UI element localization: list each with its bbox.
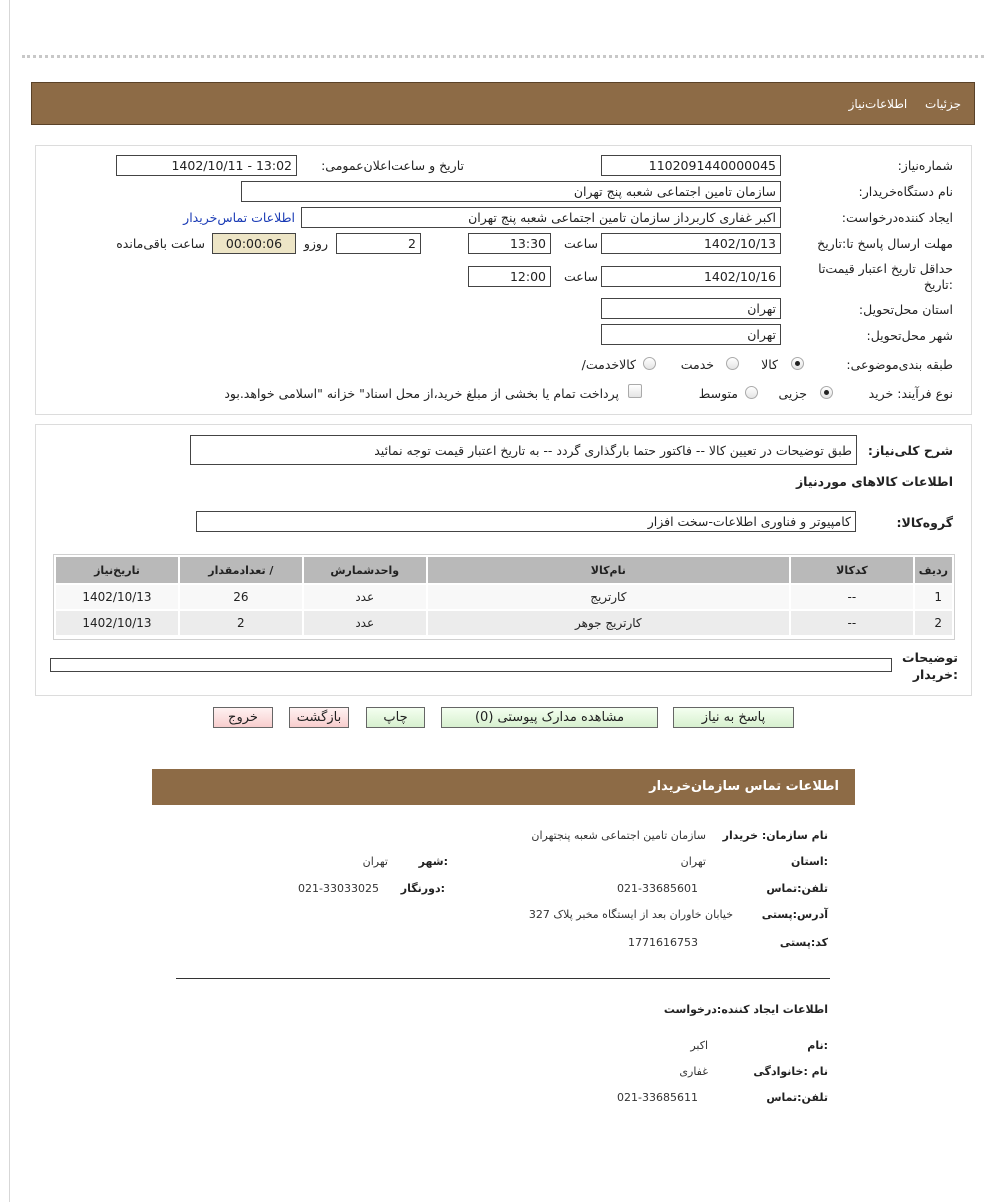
contact-province-value: تهران <box>680 855 706 868</box>
category-option-goods: کالا <box>761 357 778 372</box>
category-option-goods-service: کالاخدمت/ <box>581 357 636 372</box>
contact-address-label: آدرس:پستی <box>761 908 828 921</box>
contact-province-label: :استان <box>791 855 828 868</box>
back-button[interactable]: بازگشت <box>289 707 349 728</box>
creator-first-name-label: :نام <box>807 1039 828 1052</box>
category-option-service: خدمت <box>680 357 714 372</box>
creator-label: ایجاد کننده‌درخواست: <box>841 210 953 225</box>
creator-phone-label: تلفن:تماس <box>766 1091 828 1104</box>
city-label: شهر محل‌تحویل: <box>866 328 953 343</box>
validity-time-label: ساعت <box>563 269 598 284</box>
col-goods-code: کدکالا <box>791 557 913 583</box>
tab-details[interactable]: جزئیات <box>925 97 961 111</box>
contact-postal-value: 1771616753 <box>628 936 698 949</box>
cell-quantity: 26 <box>180 585 302 609</box>
general-description-label: شرح کلی‌نیاز: <box>867 443 953 458</box>
process-option-medium: متوسط <box>698 386 738 401</box>
view-attachments-button[interactable]: مشاهده مدارک پیوستی (0) <box>441 707 658 728</box>
need-number-field: 1102091440000045 <box>601 155 781 176</box>
contact-city-value: تهران <box>362 855 388 868</box>
creator-first-name-value: اکبر <box>690 1039 708 1052</box>
validity-label: حداقل تاریخ اعتبار قیمت‌تا <box>818 261 953 276</box>
cell-need-date: 1402/10/13 <box>56 611 178 635</box>
creator-info-title: اطلاعات ایجاد کننده:درخواست <box>663 1003 828 1016</box>
reply-button[interactable]: پاسخ به نیاز <box>673 707 794 728</box>
contact-fax-label: :دورنگار <box>400 882 445 895</box>
deadline-label: مهلت ارسال پاسخ تا:تاریخ <box>817 236 953 251</box>
col-goods-name: نام‌کالا <box>428 557 789 583</box>
deadline-time-label: ساعت <box>563 236 598 251</box>
validity-label-2: :تاریخ <box>923 277 953 292</box>
category-radio-service[interactable] <box>726 357 739 370</box>
city-field: تهران <box>601 324 781 345</box>
days-label: روزو <box>303 236 328 251</box>
cell-unit: عدد <box>304 611 426 635</box>
province-field: تهران <box>601 298 781 319</box>
cell-goods-name: کارتریج جوهر <box>428 611 789 635</box>
deadline-date-field: 1402/10/13 <box>601 233 781 254</box>
col-unit: واحدشمارش <box>304 557 426 583</box>
page-left-rule <box>9 0 10 1202</box>
cell-goods-code: -- <box>791 585 913 609</box>
cell-row-number: 1 <box>915 585 952 609</box>
contact-city-label: :شهر <box>418 855 448 868</box>
col-quantity: / تعدادمقدار <box>180 557 302 583</box>
cell-goods-name: کارتریج <box>428 585 789 609</box>
goods-table <box>54 555 954 637</box>
tab-bar <box>31 82 975 125</box>
category-label: طبقه بندی‌موضوعی: <box>846 357 953 372</box>
deadline-time-field: 13:30 <box>468 233 551 254</box>
need-number-label: شماره‌نیاز: <box>897 158 953 173</box>
col-row-number: ردیف <box>915 557 952 583</box>
print-button[interactable]: چاپ <box>366 707 425 728</box>
creator-last-name-label: نام :خانوادگی <box>753 1065 828 1078</box>
goods-group-label: گروه‌کالا: <box>896 515 953 530</box>
contact-address-value: خیابان خاوران بعد از ایستگاه مخبر پلاک 327 <box>528 908 733 921</box>
top-dotted-divider <box>22 55 984 58</box>
validity-date-field: 1402/10/16 <box>601 266 781 287</box>
cell-need-date: 1402/10/13 <box>56 585 178 609</box>
cell-row-number: 2 <box>915 611 952 635</box>
contact-phone-value: 021-33685601 <box>617 882 698 895</box>
cell-quantity: 2 <box>180 611 302 635</box>
contact-fax-value: 021-33033025 <box>298 882 379 895</box>
cell-goods-code: -- <box>791 611 913 635</box>
validity-time-field: 12:00 <box>468 266 551 287</box>
process-radio-minor[interactable] <box>820 386 833 399</box>
creator-phone-value: 021-33685611 <box>617 1091 698 1104</box>
buyer-org-label: نام دستگاه‌خریدار: <box>858 184 953 199</box>
buyer-notes-field <box>50 658 892 672</box>
treasury-payment-checkbox[interactable] <box>628 384 642 398</box>
buyer-notes-label: توضیحات <box>902 650 958 665</box>
cell-unit: عدد <box>304 585 426 609</box>
table-row <box>56 585 952 609</box>
process-option-minor: جزیی <box>778 386 807 401</box>
creator-field: اکبر غفاری کاربرداز سازمان تامین اجتماعی شعبه پنج تهران <box>301 207 781 228</box>
category-radio-goods[interactable] <box>791 357 804 370</box>
goods-group-field: کامپیوتر و فناوری اطلاعات-سخت افزار <box>196 511 856 532</box>
goods-table-frame <box>53 554 955 640</box>
process-label: نوع فرآیند: خرید <box>868 386 953 401</box>
buyer-notes-label-2: :خریدار <box>912 667 958 682</box>
announce-date-field: 1402/10/11 - 13:02 <box>116 155 297 176</box>
announce-label: تاریخ و ساعت‌اعلان‌عمومی: <box>321 158 464 173</box>
buyer-org-field: سازمان تامین اجتماعی شعبه پنج تهران <box>241 181 781 202</box>
days-field: 2 <box>336 233 421 254</box>
exit-button[interactable]: خروج <box>213 707 273 728</box>
general-description-field: طبق توضیحات در تعیین کالا -- فاکتور حتما بارگذاری گردد -- به تاریخ اعتبار قیمت توجه نمائید <box>190 435 857 465</box>
tab-need-info[interactable]: اطلاعات‌نیاز <box>848 97 908 111</box>
contact-phone-label: تلفن:تماس <box>766 882 828 895</box>
contact-org-value: سازمان تامین اجتماعی شعبه پنجتهران <box>531 829 706 842</box>
col-need-date: تاریخ‌نیاز <box>56 557 178 583</box>
category-radio-goods-service[interactable] <box>643 357 656 370</box>
remaining-label: ساعت باقی‌مانده <box>116 236 205 251</box>
creator-last-name-value: غفاری <box>679 1065 708 1078</box>
contact-org-label: نام سازمان: خریدار <box>722 829 828 842</box>
contact-divider <box>176 978 830 979</box>
goods-info-title: اطلاعات کالاهای موردنیاز <box>795 474 953 489</box>
treasury-payment-note: پرداخت تمام یا بخشی از مبلغ خرید،از محل اسناد" خزانه "اسلامی خواهد.بود <box>224 386 619 401</box>
remaining-time-field: 00:00:06 <box>212 233 296 254</box>
province-label: استان محل‌تحویل: <box>858 302 953 317</box>
buyer-contact-header: اطلاعات تماس سازمان‌خریدار <box>152 769 855 805</box>
goods-table-header <box>56 557 952 583</box>
process-radio-medium[interactable] <box>745 386 758 399</box>
buyer-contact-link[interactable]: اطلاعات تماس‌خریدار <box>183 210 295 225</box>
table-row <box>56 611 952 635</box>
contact-postal-label: کد:پستی <box>779 936 828 949</box>
